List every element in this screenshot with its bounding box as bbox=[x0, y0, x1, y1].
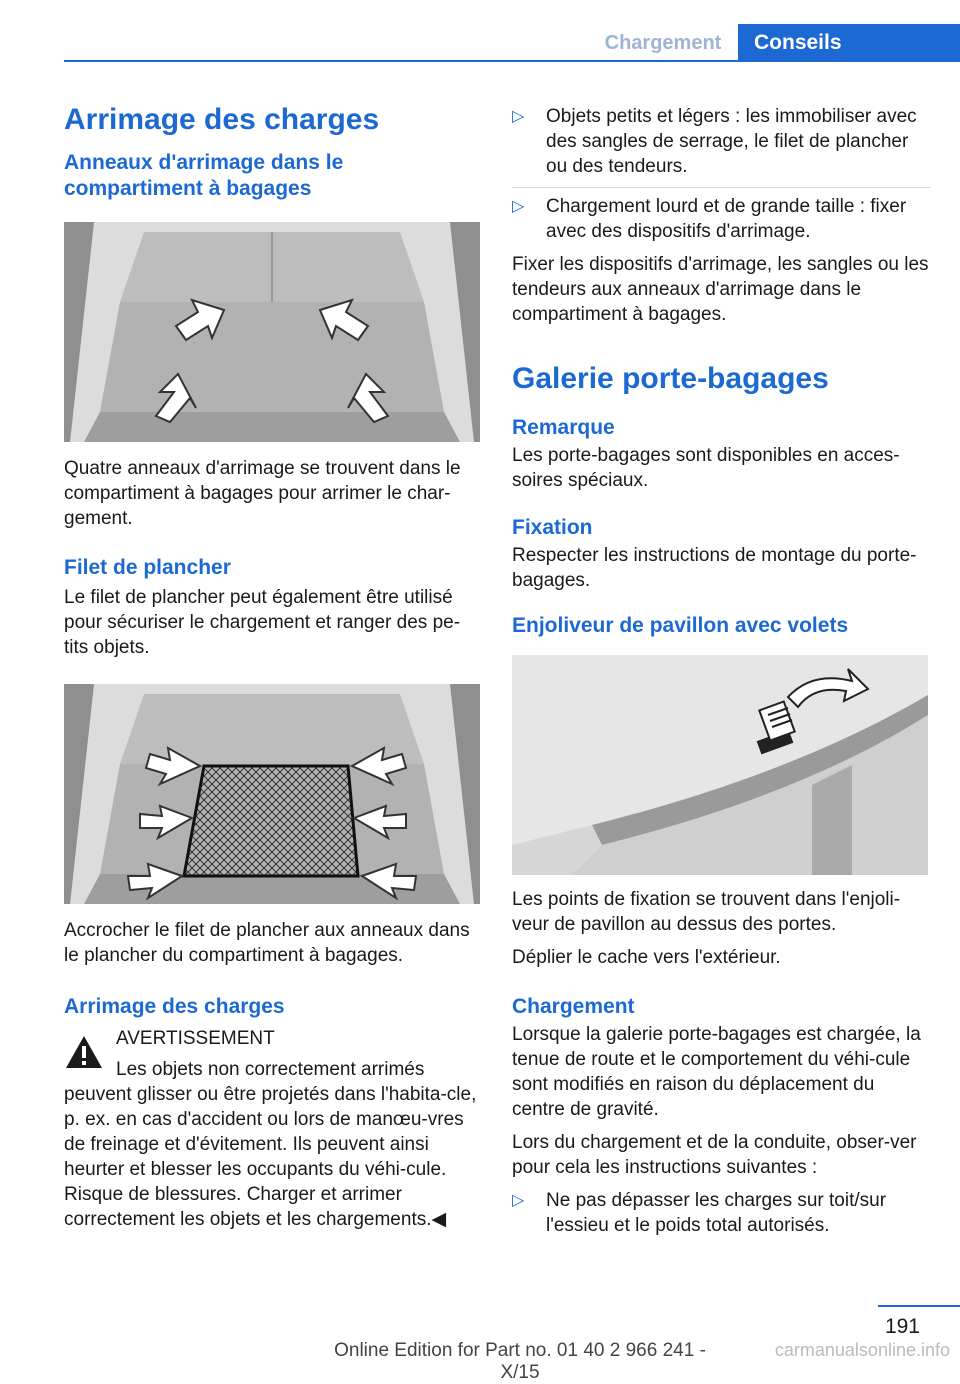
heading-anneaux: Anneaux d'arrimage dans le compartiment à bagages bbox=[64, 151, 344, 200]
text-fixation: Respecter les instructions de montage du porte-bagages. bbox=[512, 545, 917, 591]
footer-rule bbox=[878, 1305, 960, 1307]
caption-roof-trim-2: Déplier le cache vers l'extérieur. bbox=[512, 947, 781, 968]
header-section: Chargement bbox=[604, 32, 722, 54]
caption-floor-net: Accrocher le filet de plancher aux anneaux dans le plancher du compartiment à bagages. bbox=[64, 920, 470, 966]
header-rule bbox=[64, 60, 960, 62]
bullet-list-2 bbox=[512, 1188, 930, 1238]
triangle-bullet-icon: ▷ bbox=[512, 198, 525, 215]
warning-icon bbox=[64, 1034, 104, 1070]
warning-block bbox=[64, 1026, 482, 1232]
page-number: 191 bbox=[884, 1315, 920, 1338]
roof-illustration bbox=[512, 655, 928, 875]
text-remarque: Les porte-bagages sont disponibles en acces-soires spéciaux. bbox=[512, 445, 900, 491]
triangle-bullet-icon: ▷ bbox=[512, 1192, 525, 1209]
footer-edition: Online Edition for Part no. 01 40 2 966 241 - X/15 bbox=[334, 1340, 706, 1383]
bullet-list-1 bbox=[512, 104, 930, 252]
figure-roof-trim bbox=[512, 655, 928, 875]
heading-filet: Filet de plancher bbox=[64, 556, 231, 579]
heading-enjoliveur: Enjoliveur de pavillon avec volets bbox=[512, 614, 849, 637]
caption-lashing-eyes: Quatre anneaux d'arrimage se trouvent dans le compartiment à bagages pour arrimer le char-gement. bbox=[64, 458, 461, 529]
text-chargement-1: Lorsque la galerie porte-bagages est chargée, la tenue de route et le comportement du véhi-cule sont modifiés en raison du déplacement du centre de gravité. bbox=[512, 1024, 921, 1120]
heading-remarque: Remarque bbox=[512, 416, 615, 439]
text-fixer: Fixer les dispositifs d'arrimage, les sangles ou les tendeurs aux anneaux d'arrimage dans le compartiment à bagages. bbox=[512, 254, 929, 325]
heading-arrimage: Arrimage des charges bbox=[64, 995, 285, 1018]
caption-roof-trim-1: Les points de fixation se trouvent dans l'enjoli-veur de pavillon au dessus des portes. bbox=[512, 889, 901, 935]
right-column bbox=[512, 104, 930, 1238]
triangle-bullet-icon: ▷ bbox=[512, 108, 525, 125]
text-filet: Le filet de plancher peut également être utilisé pour sécuriser le chargement et ranger des pe-tits objets. bbox=[64, 587, 461, 658]
figure-lashing-eyes bbox=[64, 222, 480, 442]
list-item: ▷ Objets petits et légers : les immobiliser avec des sangles de serrage, le filet de plancher ou des tendeurs. bbox=[512, 106, 917, 177]
list-item: ▷ Ne pas dépasser les charges sur toit/sur l'essieu et le poids total autorisés. bbox=[512, 1190, 887, 1236]
page-title: Arrimage des charges bbox=[64, 103, 380, 136]
heading-galerie: Galerie porte-bagages bbox=[512, 362, 829, 395]
left-column bbox=[64, 96, 482, 1232]
trunk-illustration-2 bbox=[64, 684, 480, 904]
warning-title: AVERTISSEMENT bbox=[116, 1028, 275, 1049]
figure-floor-net bbox=[64, 684, 480, 904]
heading-chargement: Chargement bbox=[512, 995, 635, 1018]
warning-text: Les objets non correctement arrimés peuvent glisser ou être projetés dans l'habita-cle, p. ex. en cas d'accident ou lors de manœu-vres de freinage et d'évitement. Ils peuvent ainsi heurter et blesser les occupants du véhi-cule. Risque de blessures. Charger et arrimer correctement les objets et les chargements.◀ bbox=[64, 1059, 477, 1230]
header-chapter: Conseils bbox=[738, 24, 960, 62]
heading-fixation: Fixation bbox=[512, 516, 593, 539]
watermark: carmanualsonline.info bbox=[774, 1340, 950, 1360]
text-chargement-2: Lors du chargement et de la conduite, obser-ver pour cela les instructions suivantes : bbox=[512, 1132, 917, 1178]
trunk-illustration-1 bbox=[64, 222, 480, 442]
list-item: ▷ Chargement lourd et de grande taille : fixer avec des dispositifs d'arrimage. bbox=[512, 187, 930, 252]
